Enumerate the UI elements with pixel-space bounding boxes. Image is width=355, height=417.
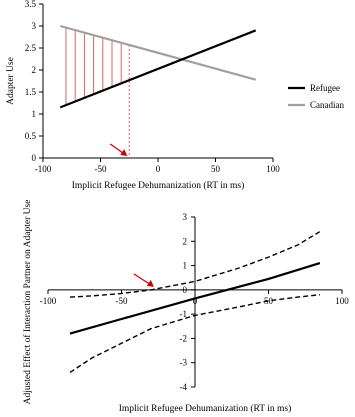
x-tick-label: 100	[335, 295, 349, 306]
y-tick-label: 0	[182, 284, 187, 295]
y-tick-label: 3	[31, 21, 36, 31]
x-tick-label: 0	[192, 295, 198, 306]
y-tick-label: 3	[182, 212, 187, 222]
x-tick-label: -50	[94, 164, 107, 174]
x-axis-label: Implicit Refugee Dehumanization (RT in ms)	[71, 181, 245, 191]
x-axis-label: Implicit Refugee Dehumanization (RT in ms)	[118, 404, 292, 414]
legend-label-refugee: Refugee	[310, 83, 340, 93]
x-tick-label: -50	[115, 295, 128, 306]
series-line-refugee	[60, 30, 256, 107]
x-tick-label: 50	[264, 295, 273, 306]
series-line-canadian	[60, 26, 256, 80]
y-tick-label: 1	[31, 109, 36, 119]
y-tick-label: -3	[179, 357, 187, 368]
y-tick-label: 1.5	[24, 87, 36, 97]
legend-label-canadian: Canadian	[310, 100, 344, 110]
y-tick-label: -4	[179, 382, 187, 392]
y-tick-label: 2	[31, 65, 36, 75]
y-tick-label: 1	[182, 260, 187, 271]
y-tick-label: 2.5	[24, 43, 36, 53]
y-axis-label: Adapter Use	[6, 57, 16, 105]
x-tick-label: 100	[266, 164, 280, 174]
y-tick-label: -2	[179, 333, 187, 344]
x-tick-label: -100	[39, 295, 57, 306]
x-tick-label: -100	[34, 164, 52, 174]
y-tick-label: 0	[31, 153, 36, 163]
y-tick-label: 2	[182, 236, 187, 247]
y-tick-label: -1	[179, 309, 187, 320]
arrow-shaft	[134, 274, 151, 285]
y-tick-label: 0.5	[24, 131, 36, 141]
y-tick-label: 3.5	[24, 0, 36, 9]
x-tick-label: 50	[211, 164, 220, 174]
chart-adapter-use	[6, 0, 344, 191]
x-tick-label: 0	[155, 164, 161, 174]
y-axis-label: Adjusted Effect of Interaction Partner on Adapter Use	[23, 199, 33, 405]
chart-adjusted-effect	[22, 200, 349, 414]
